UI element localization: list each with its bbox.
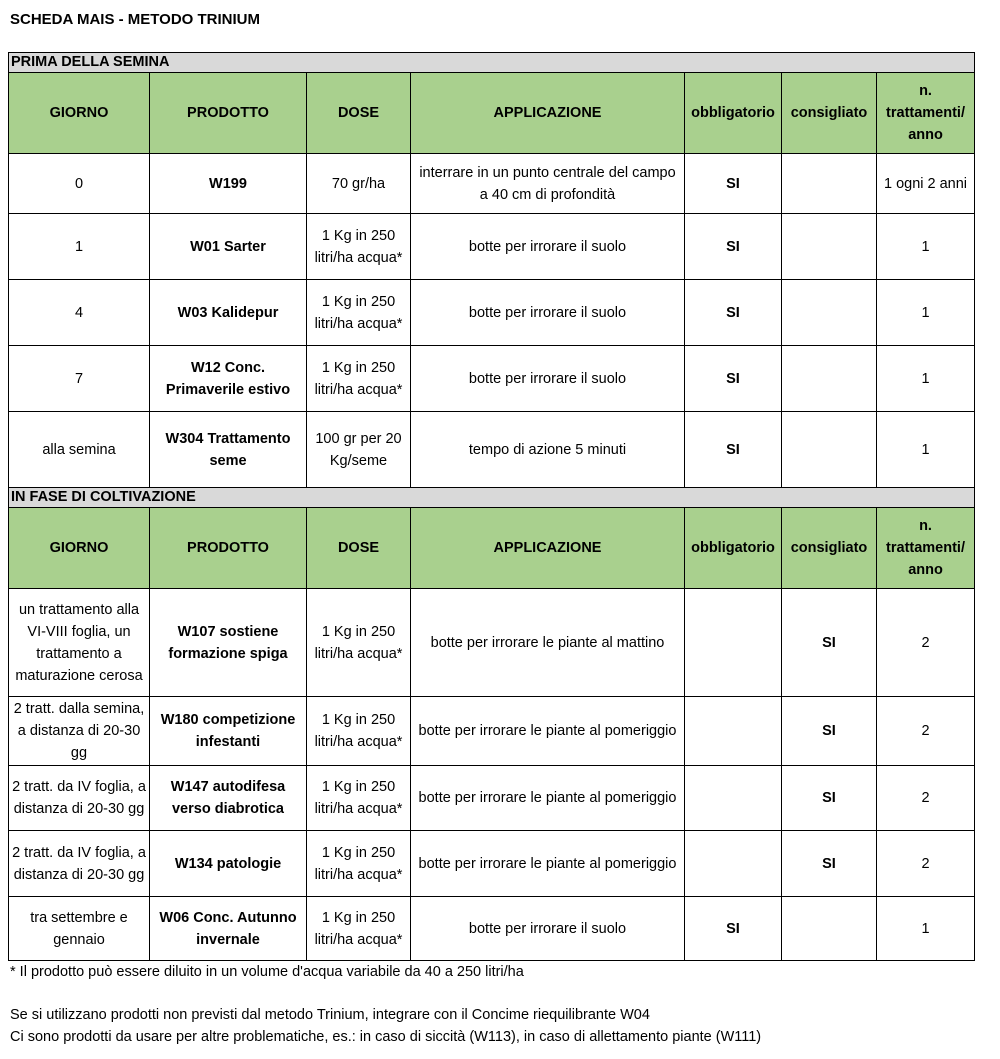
cell-giorno: 4: [9, 280, 150, 346]
cell-consigliato: [782, 897, 877, 961]
cell-consigliato: [782, 280, 877, 346]
section-header: [9, 53, 975, 73]
cell-obbligatorio: SI: [685, 214, 782, 280]
cell-trattamenti: 2: [877, 697, 975, 766]
column-header-row: [9, 508, 975, 589]
section-header: [9, 488, 975, 508]
cell-trattamenti: 1 ogni 2 anni: [877, 154, 975, 214]
cell-trattamenti: 1: [877, 412, 975, 488]
header-applicazione: APPLICAZIONE: [411, 73, 685, 154]
header-dose: DOSE: [307, 73, 411, 154]
table-row: [9, 897, 975, 961]
cell-giorno: 1: [9, 214, 150, 280]
note-dilution: * Il prodotto può essere diluito in un volume d'acqua variabile da 40 a 250 litri/ha: [10, 964, 524, 980]
cell-applicazione: botte per irrorare il suolo: [411, 346, 685, 412]
cell-obbligatorio: SI: [685, 412, 782, 488]
table-row: [9, 589, 975, 697]
cell-giorno: tra settembre e gennaio: [9, 897, 150, 961]
cell-consigliato: [782, 412, 877, 488]
cell-consigliato: SI: [782, 831, 877, 897]
header-consigliato: consigliato: [782, 508, 877, 589]
cell-applicazione: tempo di azione 5 minuti: [411, 412, 685, 488]
cell-applicazione: botte per irrorare le piante al pomeriggio: [411, 697, 685, 766]
table-row: [9, 766, 975, 831]
cell-obbligatorio: [685, 766, 782, 831]
cell-dose: 1 Kg in 250 litri/ha acqua*: [307, 214, 411, 280]
cell-applicazione: interrare in un punto centrale del campo a 40 cm di profondità: [411, 154, 685, 214]
cell-obbligatorio: SI: [685, 280, 782, 346]
cell-prodotto: W107 sostiene formazione spiga: [150, 589, 307, 697]
section-title: PRIMA DELLA SEMINA: [9, 53, 975, 73]
page-title: SCHEDA MAIS - METODO TRINIUM: [10, 11, 260, 28]
table-row: [9, 346, 975, 412]
section-title: IN FASE DI COLTIVAZIONE: [9, 488, 975, 508]
cell-dose: 100 gr per 20 Kg/seme: [307, 412, 411, 488]
cell-consigliato: SI: [782, 697, 877, 766]
table-row: [9, 697, 975, 766]
cell-prodotto: W12 Conc. Primaverile estivo: [150, 346, 307, 412]
cell-prodotto: W199: [150, 154, 307, 214]
header-consigliato: consigliato: [782, 73, 877, 154]
cell-giorno: 2 tratt. da IV foglia, a distanza di 20-30 gg: [9, 831, 150, 897]
cell-giorno: alla semina: [9, 412, 150, 488]
cell-obbligatorio: [685, 831, 782, 897]
cell-trattamenti: 2: [877, 589, 975, 697]
cell-trattamenti: 2: [877, 766, 975, 831]
column-header-row: [9, 73, 975, 154]
cell-trattamenti: 1: [877, 280, 975, 346]
cell-dose: 1 Kg in 250 litri/ha acqua*: [307, 831, 411, 897]
header-obbligatorio: obbligatorio: [685, 73, 782, 154]
cell-consigliato: [782, 346, 877, 412]
cell-consigliato: SI: [782, 766, 877, 831]
cell-prodotto: W147 autodifesa verso diabrotica: [150, 766, 307, 831]
cell-consigliato: SI: [782, 589, 877, 697]
header-giorno: GIORNO: [9, 508, 150, 589]
cell-trattamenti: 2: [877, 831, 975, 897]
header-giorno: GIORNO: [9, 73, 150, 154]
cell-applicazione: botte per irrorare il suolo: [411, 897, 685, 961]
cell-giorno: 2 tratt. da IV foglia, a distanza di 20-30 gg: [9, 766, 150, 831]
cell-trattamenti: 1: [877, 897, 975, 961]
cell-applicazione: botte per irrorare le piante al mattino: [411, 589, 685, 697]
cell-consigliato: [782, 214, 877, 280]
cell-prodotto: W06 Conc. Autunno invernale: [150, 897, 307, 961]
cell-applicazione: botte per irrorare le piante al pomeriggio: [411, 766, 685, 831]
table-row: [9, 831, 975, 897]
cell-prodotto: W304 Trattamento seme: [150, 412, 307, 488]
header-applicazione: APPLICAZIONE: [411, 508, 685, 589]
cell-dose: 1 Kg in 250 litri/ha acqua*: [307, 766, 411, 831]
cell-applicazione: botte per irrorare il suolo: [411, 214, 685, 280]
cell-prodotto: W180 competizione infestanti: [150, 697, 307, 766]
cell-giorno: 0: [9, 154, 150, 214]
cell-obbligatorio: SI: [685, 154, 782, 214]
note-other-products: Ci sono prodotti da usare per altre problematiche, es.: in caso di siccità (W113), in caso di allettamento piante (W111): [10, 1029, 762, 1045]
header-prodotto: PRODOTTO: [150, 73, 307, 154]
note-integration: Se si utilizzano prodotti non previsti dal metodo Trinium, integrare con il Concime riequilibrante W04: [10, 1007, 650, 1023]
cell-obbligatorio: [685, 697, 782, 766]
cell-dose: 70 gr/ha: [307, 154, 411, 214]
table-row: [9, 154, 975, 214]
cell-dose: 1 Kg in 250 litri/ha acqua*: [307, 589, 411, 697]
cell-dose: 1 Kg in 250 litri/ha acqua*: [307, 697, 411, 766]
cell-prodotto: W01 Sarter: [150, 214, 307, 280]
cell-dose: 1 Kg in 250 litri/ha acqua*: [307, 897, 411, 961]
cell-dose: 1 Kg in 250 litri/ha acqua*: [307, 280, 411, 346]
cell-trattamenti: 1: [877, 346, 975, 412]
header-prodotto: PRODOTTO: [150, 508, 307, 589]
cell-dose: 1 Kg in 250 litri/ha acqua*: [307, 346, 411, 412]
cell-applicazione: botte per irrorare il suolo: [411, 280, 685, 346]
cell-giorno: un trattamento alla VI-VIII foglia, un trattamento a maturazione cerosa: [9, 589, 150, 697]
cell-trattamenti: 1: [877, 214, 975, 280]
cell-prodotto: W03 Kalidepur: [150, 280, 307, 346]
cell-obbligatorio: SI: [685, 897, 782, 961]
table-row: [9, 412, 975, 488]
table-row: [9, 280, 975, 346]
treatment-table: [8, 52, 975, 961]
header-trattamenti: n. trattamenti/ anno: [877, 508, 975, 589]
header-dose: DOSE: [307, 508, 411, 589]
cell-obbligatorio: [685, 589, 782, 697]
cell-prodotto: W134 patologie: [150, 831, 307, 897]
cell-applicazione: botte per irrorare le piante al pomeriggio: [411, 831, 685, 897]
table-row: [9, 214, 975, 280]
cell-giorno: 7: [9, 346, 150, 412]
header-trattamenti: n. trattamenti/ anno: [877, 73, 975, 154]
cell-giorno: 2 tratt. dalla semina, a distanza di 20-30 gg: [9, 697, 150, 766]
header-obbligatorio: obbligatorio: [685, 508, 782, 589]
cell-consigliato: [782, 154, 877, 214]
cell-obbligatorio: SI: [685, 346, 782, 412]
